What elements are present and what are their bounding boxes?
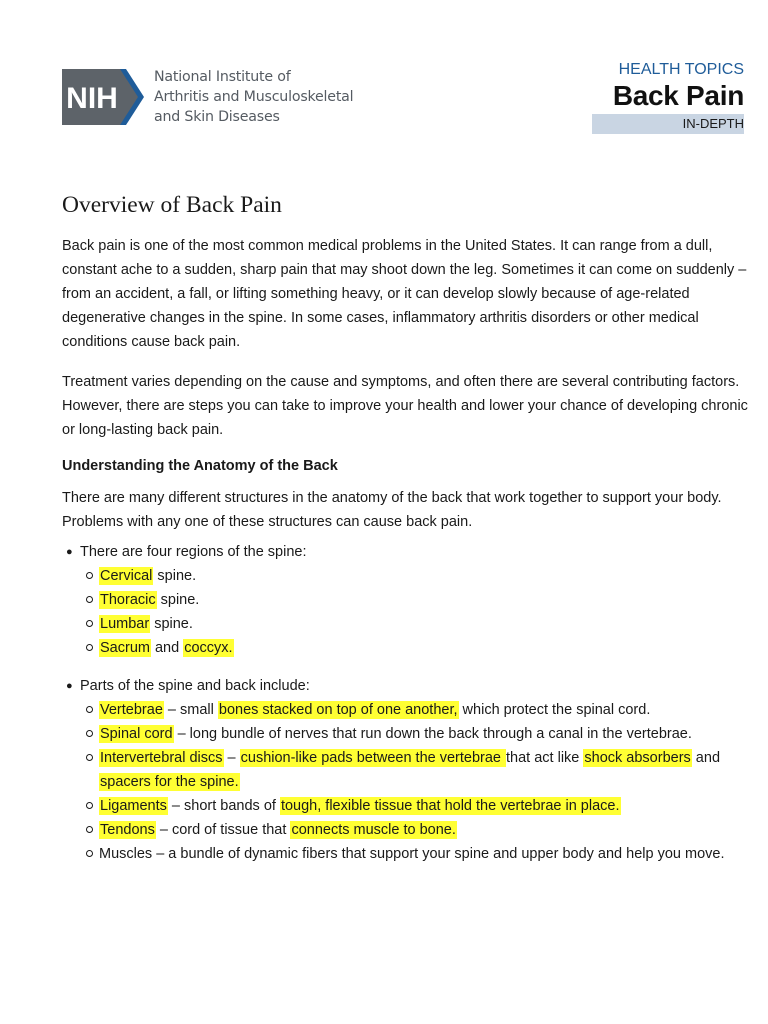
item-text: – small (163, 702, 218, 718)
nih-logo[interactable] (62, 67, 353, 127)
list-item (80, 564, 752, 588)
highlighted-text: spacers for the spine. (100, 774, 239, 790)
highlighted-term: Ligaments (100, 798, 167, 814)
highlighted-term: Sacrum (100, 640, 150, 656)
anatomy-list (62, 540, 752, 866)
list-item (80, 794, 752, 818)
item-text: and (150, 640, 184, 656)
list-item (80, 636, 752, 660)
article (62, 188, 752, 866)
circle-bullet-icon (86, 706, 93, 713)
org-line: Arthritis and Musculoskeletal (154, 89, 354, 105)
highlighted-term: coccyx. (184, 640, 233, 656)
topic-title: Back Pain (612, 80, 744, 111)
logo-text: NIH (66, 82, 118, 115)
intro-paragraph: Back pain is one of the most common medical problems in the United States. It can range from a dull, constant ache to a sudden, sharp pain that may shoot down the leg. Sometimes it can come on suddenly – from an accident, a fall, or lifting something heavy, or it can develop slowly because of age-related degenerative changes in the spine. In some cases, inflammatory arthritis disorders or other medical conditions cause back pain. (62, 238, 747, 350)
circle-bullet-icon (86, 572, 93, 579)
item-text: which protect the spinal cord. (458, 702, 651, 718)
circle-bullet-icon (86, 730, 93, 737)
highlighted-term: Intervertebral discs (100, 750, 223, 766)
item-text: spine. (156, 592, 200, 608)
circle-bullet-icon (86, 802, 93, 809)
highlighted-text: bones stacked on top of one another, (218, 702, 458, 718)
regions-sublist (80, 564, 752, 660)
highlighted-term: Tendons (100, 822, 155, 838)
parts-sublist (80, 698, 752, 866)
item-text: – (223, 750, 240, 766)
list-item (80, 612, 752, 636)
highlighted-term: Thoracic (100, 592, 156, 608)
topic-kicker[interactable]: HEALTH TOPICS (618, 61, 744, 78)
org-line: National Institute of (154, 69, 291, 85)
page-title: Overview of Back Pain (62, 192, 282, 218)
topic-block (592, 60, 744, 134)
org-line: and Skin Diseases (154, 109, 280, 125)
list-item (80, 842, 752, 866)
treatment-paragraph: Treatment varies depending on the cause and symptoms, and often there are several contributing factors. However, there are steps you can take to improve your health and lower your chance of developing chronic or long-lasting back pain. (62, 374, 748, 438)
list-item (80, 818, 752, 842)
list-item (80, 722, 752, 746)
highlighted-text: shock absorbers (584, 750, 691, 766)
regions-intro: There are four regions of the spine: (80, 544, 307, 560)
page-header (0, 0, 768, 150)
parts-list-item (62, 674, 752, 866)
circle-bullet-icon (86, 850, 93, 857)
circle-bullet-icon (86, 754, 93, 761)
organization-name (154, 67, 353, 127)
item-text: Muscles – a bundle of dynamic fibers that support your spine and upper body and help you move. (99, 846, 725, 862)
item-text: – long bundle of nerves that run down the back through a canal in the vertebrae. (173, 726, 692, 742)
item-text: spine. (153, 568, 197, 584)
list-item (80, 698, 752, 722)
bullet-icon: ● (66, 680, 73, 692)
circle-bullet-icon (86, 826, 93, 833)
highlighted-term: Lumbar (100, 616, 150, 632)
anatomy-paragraph: There are many different structures in the anatomy of the back that work together to support your body. Problems with any one of these structures can cause back pain. (62, 490, 722, 530)
highlighted-term: Spinal cord (100, 726, 173, 742)
bullet-icon: ● (66, 546, 73, 558)
highlighted-term: Vertebrae (100, 702, 163, 718)
item-text: – short bands of (167, 798, 280, 814)
regions-list-item (62, 540, 752, 660)
item-text: that act like (506, 750, 584, 766)
circle-bullet-icon (86, 596, 93, 603)
parts-intro: Parts of the spine and back include: (80, 678, 310, 694)
circle-bullet-icon (86, 620, 93, 627)
item-text: and (691, 750, 721, 766)
highlighted-term: Cervical (100, 568, 153, 584)
highlighted-text: connects muscle to bone. (291, 822, 456, 838)
item-text: – cord of tissue that (155, 822, 291, 838)
list-item (80, 588, 752, 612)
highlighted-text: tough, flexible tissue that hold the vertebrae in place. (280, 798, 620, 814)
list-item (80, 746, 752, 794)
item-text: spine. (150, 616, 193, 632)
nih-logo-mark (62, 69, 146, 125)
in-depth-badge: IN-DEPTH (592, 114, 744, 134)
circle-bullet-icon (86, 644, 93, 651)
section-heading: Understanding the Anatomy of the Back (62, 458, 338, 474)
highlighted-text: cushion-like pads between the vertebrae (240, 750, 506, 766)
